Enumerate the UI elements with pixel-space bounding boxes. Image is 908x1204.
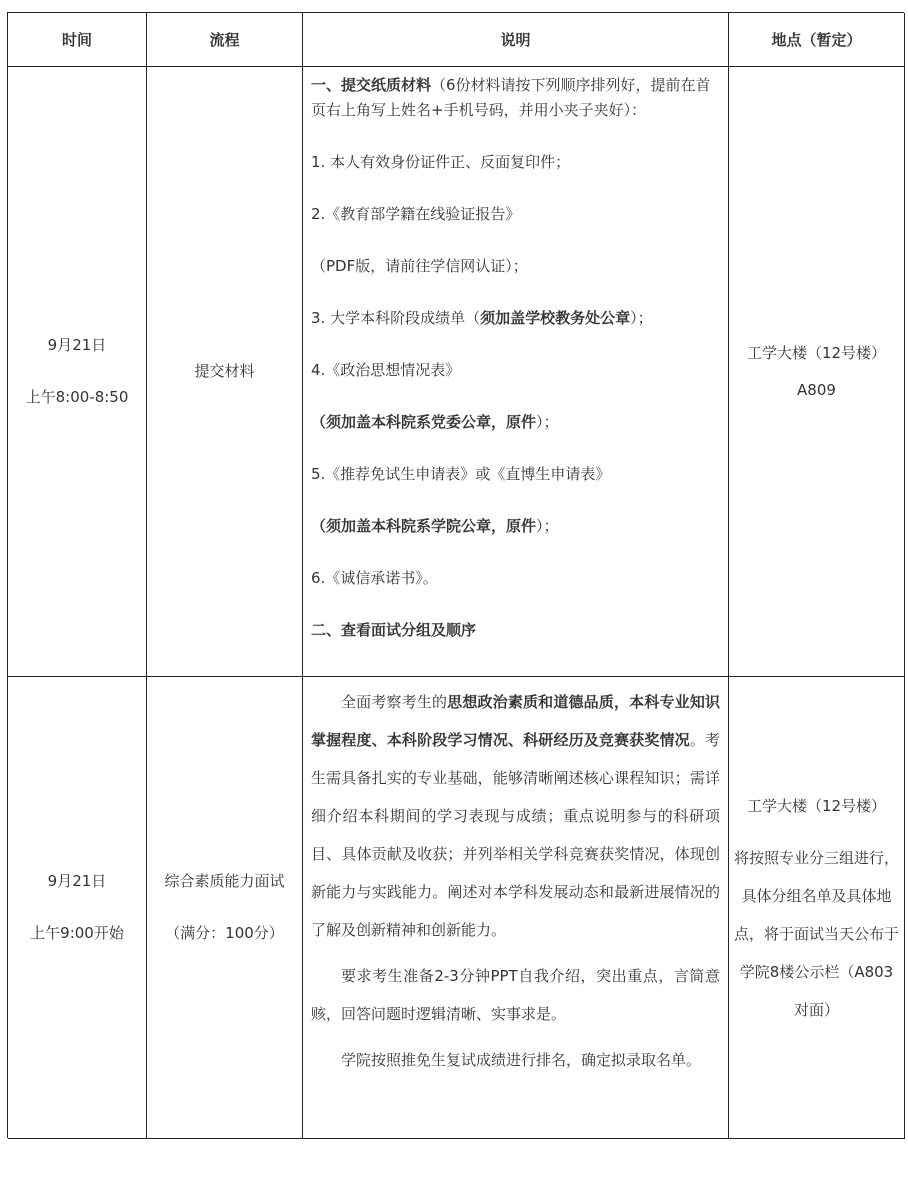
header-process: 流程 bbox=[147, 13, 303, 67]
item3-bold: 须加盖学校教务处公章 bbox=[480, 309, 631, 327]
row1-item5-note bbox=[311, 514, 720, 539]
row1-item3 bbox=[311, 306, 720, 331]
row1-section1 bbox=[311, 73, 720, 123]
row1-item4: 4.《政治思想情况表》 bbox=[311, 361, 461, 379]
row1-process-cell bbox=[147, 67, 303, 677]
row1-item2-note: （PDF版，请前往学信网认证）； bbox=[311, 257, 528, 275]
row1-date: 9月21日 bbox=[47, 336, 107, 354]
row1-item2: 2.《教育部学籍在线验证报告》 bbox=[311, 205, 521, 223]
row2-time-start: 上午9:00开始 bbox=[30, 924, 124, 942]
row2-time-cell bbox=[8, 677, 147, 1139]
row2-process: 综合素质能力面试 bbox=[164, 872, 285, 890]
row1-location-room: A809 bbox=[797, 380, 836, 399]
row2-date: 9月21日 bbox=[47, 872, 107, 890]
p1-rest: 。考生需具备扎实的专业基础，能够清晰阐述核心课程知识；需详细介绍本科期间的学习表现与成绩；重点说明参与的科研项目、具体贡献及收获；并列举相关学科竞赛获奖情况，体现创新能力与实践能力。阐述对本学科发展动态和最新进展情况的了解及创新精神和创新能力。 bbox=[311, 731, 720, 939]
item5-note-bold: （须加盖本科院系学院公章，原件 bbox=[311, 517, 537, 535]
item5-note-suffix: ）； bbox=[536, 517, 559, 535]
row2-process-score: （满分：100分） bbox=[165, 924, 284, 942]
item4-note-suffix: ）； bbox=[536, 413, 559, 431]
row1-process: 提交材料 bbox=[194, 362, 255, 380]
row1-section2: 二、查看面试分组及顺序 bbox=[311, 621, 477, 639]
row1-item1: 1. 本人有效身份证件正、反面复印件； bbox=[311, 153, 571, 171]
row2-description-cell bbox=[303, 677, 729, 1139]
row2-location-building: 工学大楼（12号楼） bbox=[746, 796, 887, 815]
row1-item4-note bbox=[311, 410, 720, 435]
schedule-table bbox=[7, 12, 904, 1138]
row1-time-cell bbox=[8, 67, 147, 677]
p1-bold: 思想政治素质和道德品质，本科专业知识掌握程度、本科阶段学习情况、科研经历及竞赛获奖情况 bbox=[311, 693, 720, 749]
header-description: 说明 bbox=[303, 13, 729, 67]
section1-note: （6份材料请按下列顺序排列好，提前在首页右上角写上姓名+手机号码，并用小夹子夹好）： bbox=[311, 76, 711, 119]
section1-title: 一、提交纸质材料 bbox=[311, 76, 432, 94]
row2-process-cell bbox=[147, 677, 303, 1139]
row2-paragraph3: 学院按照推免生复试成绩进行排名，确定拟录取名单。 bbox=[341, 1051, 702, 1069]
header-time: 时间 bbox=[8, 13, 147, 67]
row1-time-range: 上午8:00-8:50 bbox=[25, 388, 129, 406]
row1-description-cell bbox=[303, 67, 729, 677]
row1-item5: 5.《推荐免试生申请表》或《直博生申请表》 bbox=[311, 465, 611, 483]
row2-paragraph2: 要求考生准备2-3分钟PPT自我介绍，突出重点，言简意赅，回答问题时逻辑清晰、实事求是。 bbox=[311, 967, 720, 1023]
p1-lead: 全面考察考生的 bbox=[341, 693, 448, 711]
row1-item6: 6.《诚信承诺书》。 bbox=[311, 569, 438, 587]
row2-location-cell bbox=[729, 677, 905, 1139]
row2-location-note: 将按照专业分三组进行，具体分组名单及具体地点，将于面试当天公布于学院8楼公示栏（A803对面） bbox=[733, 848, 899, 1019]
row1-location-cell bbox=[729, 67, 905, 677]
item3-suffix: ）； bbox=[630, 309, 653, 327]
item3-prefix: 3. 大学本科阶段成绩单（ bbox=[311, 309, 481, 327]
header-location: 地点（暂定） bbox=[729, 13, 905, 67]
item4-note-bold: （须加盖本科院系党委公章，原件 bbox=[311, 413, 537, 431]
row1-location-building: 工学大楼（12号楼） bbox=[746, 343, 887, 362]
row2-paragraph1 bbox=[311, 683, 720, 949]
